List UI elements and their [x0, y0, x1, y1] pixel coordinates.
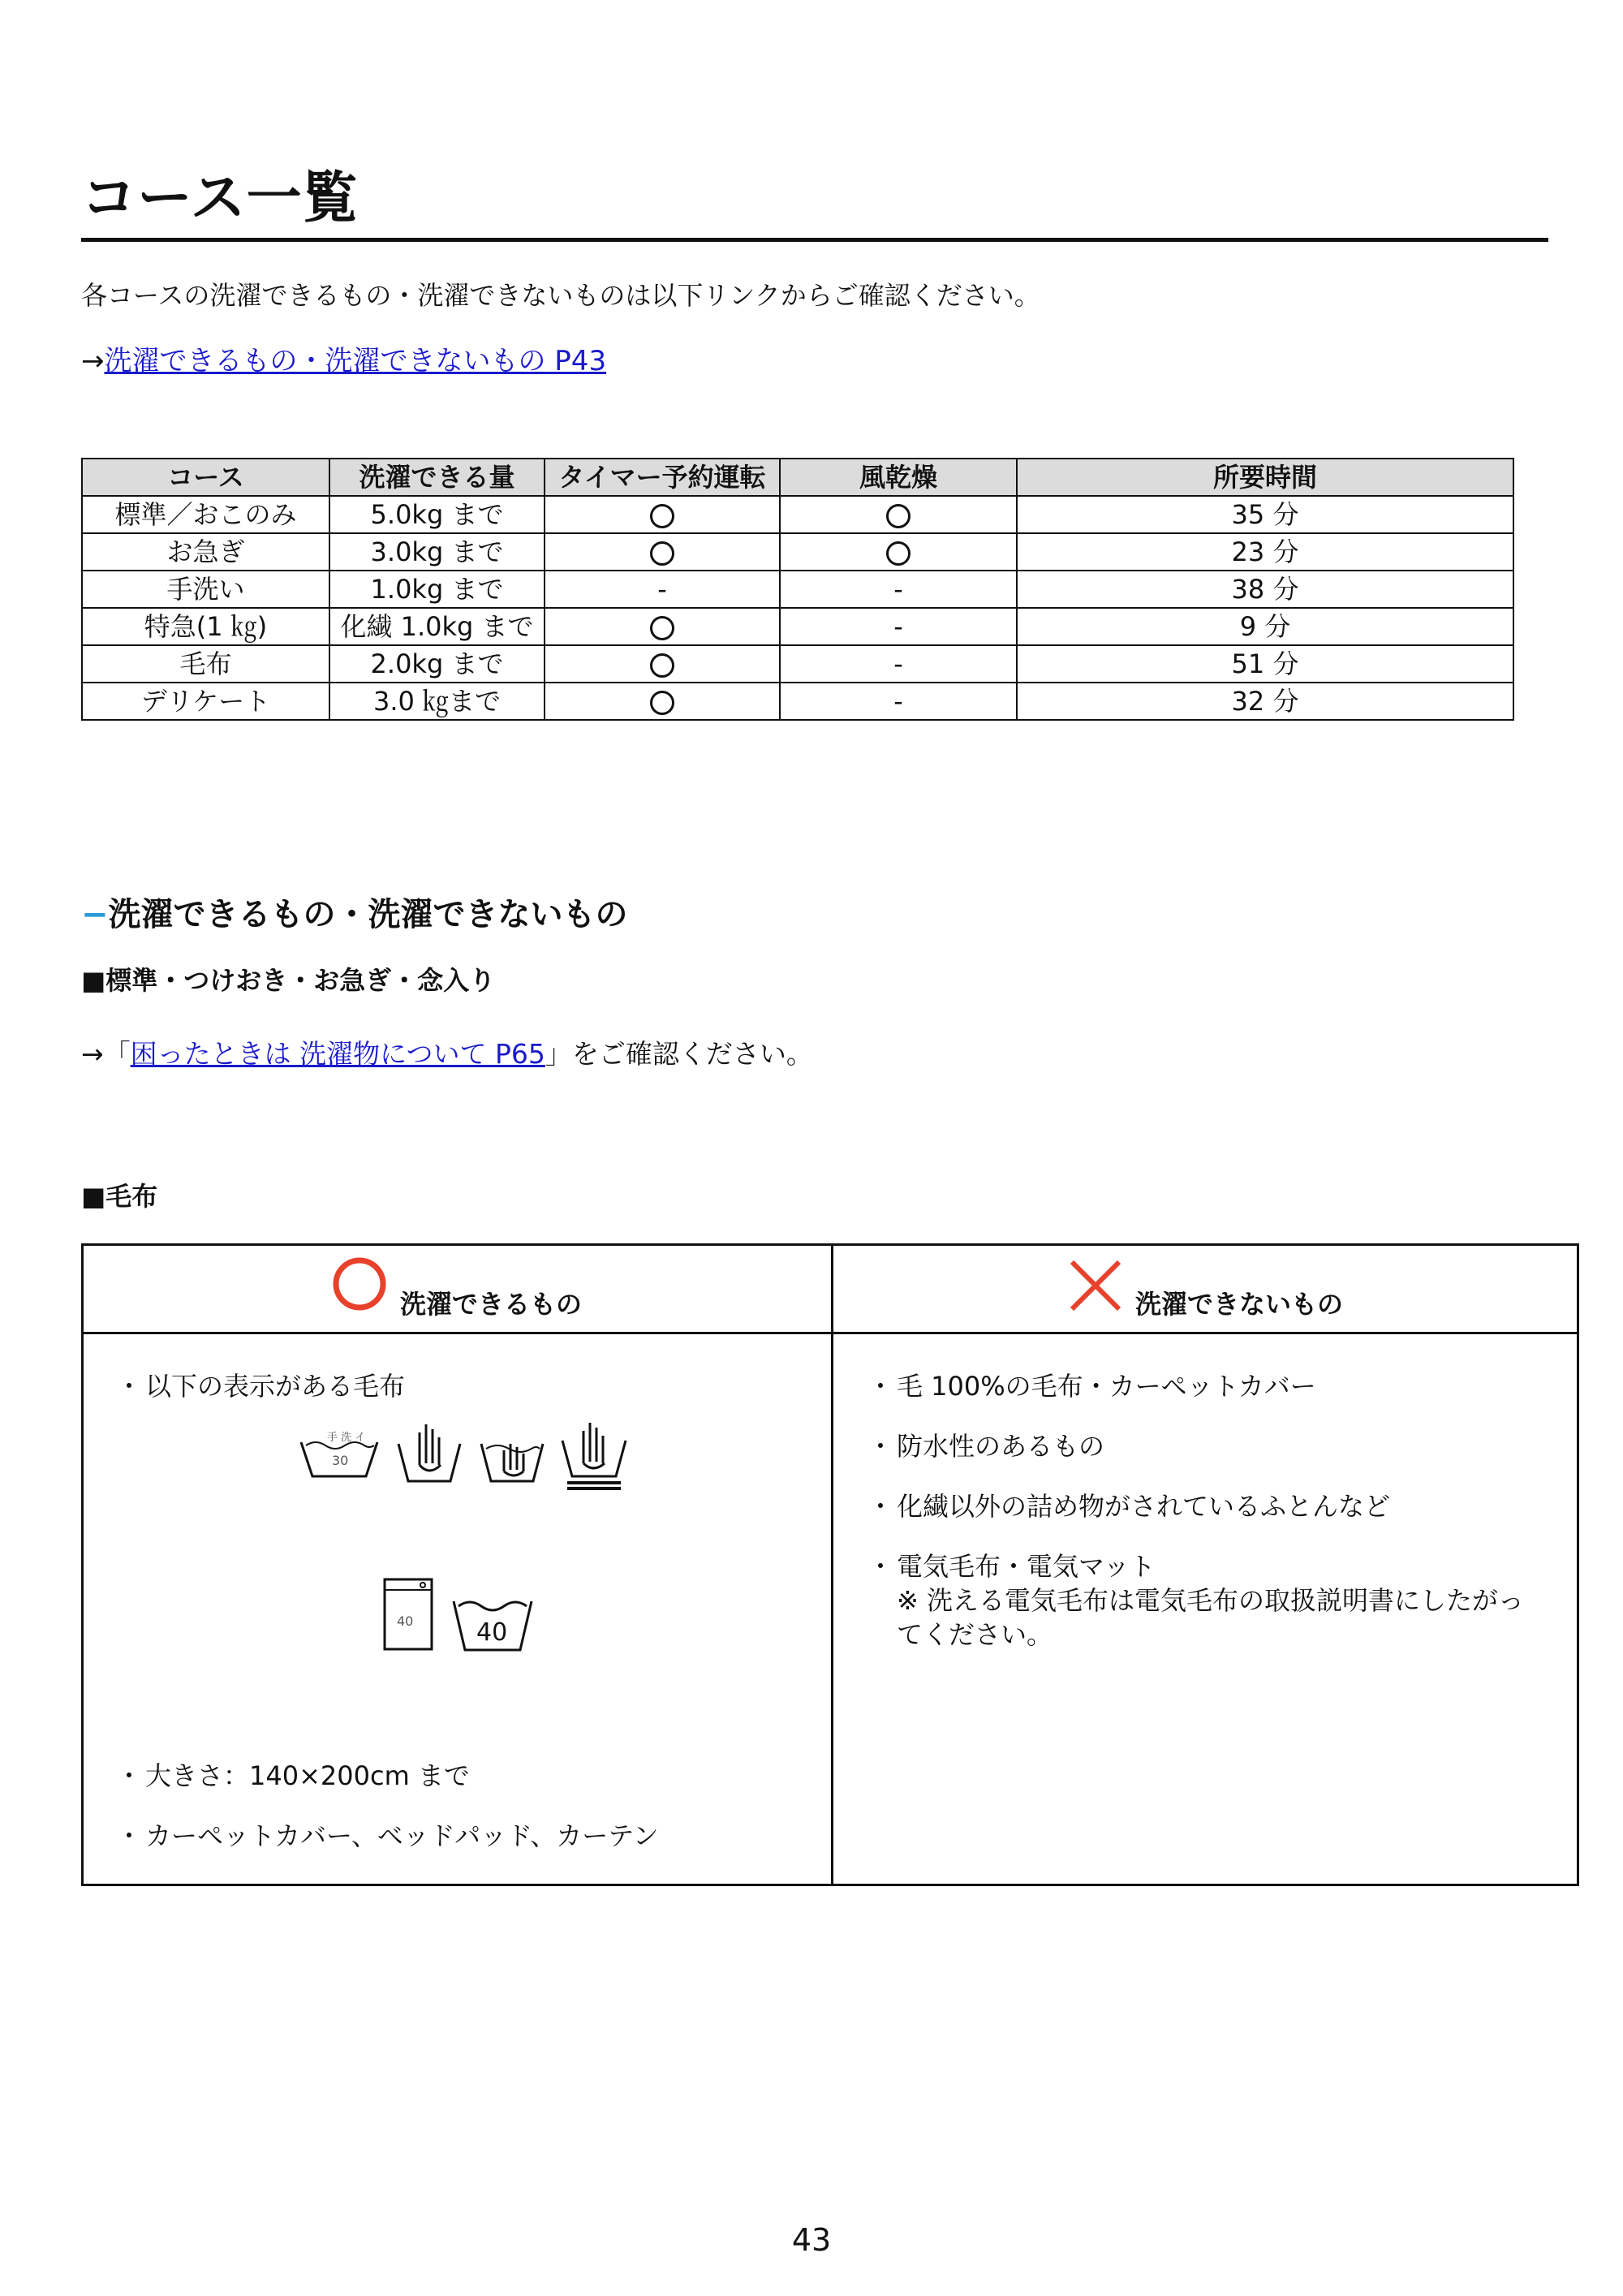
page-title: コース一覧	[81, 166, 1548, 242]
header-amount: 洗濯できる量	[329, 459, 545, 496]
washing-machine-40-icon	[382, 1577, 434, 1652]
ok-item-2-text: 大きさ：140×200cm まで	[145, 1760, 470, 1791]
ok-item-2	[116, 1759, 470, 1793]
ok-header	[84, 1246, 831, 1332]
sub-heading-blanket: ■毛布	[81, 1181, 158, 1212]
page-number: 43	[791, 2222, 832, 2258]
table-row	[82, 683, 1513, 720]
course-table	[81, 458, 1514, 721]
link-prefix: →	[81, 345, 105, 377]
ng-item-4	[867, 1549, 1565, 1652]
cell-time: 38 分	[1017, 571, 1513, 608]
cell-dry: -	[780, 608, 1017, 645]
cell-course: 標準／おこのみ	[82, 496, 329, 533]
ng-item-2-text: 防水性のあるもの	[897, 1431, 1105, 1462]
ok-item-3-text: カーペットカバー、ベッドパッド、カーテン	[145, 1820, 659, 1851]
basin-temp: 40	[476, 1618, 508, 1647]
section-heading-text: 洗濯できるもの・洗濯できないもの	[108, 896, 628, 933]
header-time: 所要時間	[1017, 459, 1513, 496]
bullet-dot: ・	[867, 1491, 894, 1522]
ok-label: 洗濯できるもの	[400, 1289, 583, 1320]
cell-timer: -	[545, 571, 780, 608]
header-dry: 風乾燥	[780, 459, 1017, 496]
bullet-dot: ・	[867, 1431, 894, 1462]
handwash-hand-icon	[395, 1416, 463, 1484]
cell-time: 32 分	[1017, 683, 1513, 720]
ng-item-4-line-1: 電気毛布・電気マット	[897, 1551, 1156, 1582]
table-row	[82, 571, 1513, 608]
sub-heading-standard: ■標準・つけおき・お急ぎ・念入り	[81, 965, 496, 996]
handwash-label: 手 洗 イ	[327, 1432, 366, 1444]
bullet-dot: ・	[867, 1371, 894, 1402]
ng-item-2	[867, 1429, 1104, 1463]
section-dash: −	[81, 896, 109, 933]
basin-wash-40-icon	[450, 1587, 535, 1653]
header-timer: タイマー予約運転	[545, 459, 780, 496]
handwash-temp: 30	[332, 1453, 349, 1468]
link-line-2	[81, 1036, 813, 1073]
link2-prefix: →「	[81, 1038, 131, 1070]
circle-mark-icon	[886, 541, 911, 566]
row-divider	[84, 1332, 1577, 1334]
cell-course: 毛布	[82, 645, 329, 683]
circle-mark-icon	[650, 691, 674, 715]
cell-amount: 3.0 ㎏まで	[329, 683, 545, 720]
cell-dry	[780, 496, 1017, 533]
cell-amount: 化繊 1.0kg まで	[329, 608, 545, 645]
ng-item-1-text: 毛 100%の毛布・カーペットカバー	[897, 1371, 1316, 1402]
circle-mark-icon	[886, 504, 911, 528]
cell-timer	[545, 608, 780, 645]
circle-mark-icon	[650, 504, 674, 528]
ng-item-4-line-3: てください。	[897, 1619, 1053, 1650]
ok-item-1-text: 以下の表示がある毛布	[145, 1371, 406, 1402]
washable-table	[81, 1243, 1579, 1886]
machine-temp: 40	[397, 1613, 414, 1629]
cell-amount: 5.0kg まで	[329, 496, 545, 533]
ng-item-3-text: 化繊以外の詰め物がされているふとんなど	[897, 1491, 1391, 1522]
handwash-30-icon	[298, 1428, 381, 1483]
cell-course: デリケート	[82, 683, 329, 720]
table-row	[82, 496, 1513, 533]
link-washable-items[interactable]: 洗濯できるもの・洗濯できないもの P43	[104, 345, 607, 377]
table-row	[82, 645, 1513, 683]
cell-time: 35 分	[1017, 496, 1513, 533]
cell-dry: -	[780, 683, 1017, 720]
cell-dry: -	[780, 645, 1017, 683]
table-row	[82, 608, 1513, 645]
circle-ok-icon	[331, 1256, 388, 1312]
cell-amount: 2.0kg まで	[329, 645, 545, 683]
handwash-hand-underline-icon	[559, 1416, 629, 1491]
cell-time: 9 分	[1017, 608, 1513, 645]
cell-amount: 3.0kg まで	[329, 533, 545, 571]
table-row	[82, 533, 1513, 571]
handwash-gentle-icon	[478, 1426, 546, 1484]
link-trouble-laundry[interactable]: 困ったときは 洗濯物について P65	[130, 1038, 545, 1070]
cell-dry	[780, 533, 1017, 571]
cell-course: 手洗い	[82, 571, 329, 608]
table-header-row	[82, 459, 1513, 496]
cell-timer	[545, 683, 780, 720]
ok-item-1	[116, 1369, 405, 1403]
bullet-dot: ・	[116, 1820, 143, 1851]
header-course: コース	[82, 459, 329, 496]
column-divider	[831, 1246, 833, 1884]
ok-item-3	[116, 1819, 659, 1853]
bullet-dot: ・	[867, 1551, 894, 1582]
cell-course: 特急(1 ㎏)	[82, 608, 329, 645]
cell-amount: 1.0kg まで	[329, 571, 545, 608]
cross-ng-icon	[1067, 1257, 1124, 1314]
bullet-dot: ・	[116, 1760, 143, 1791]
cell-course: お急ぎ	[82, 533, 329, 571]
ng-header	[833, 1246, 1579, 1332]
link2-suffix: 」をご確認ください。	[545, 1038, 813, 1070]
section-heading	[81, 894, 628, 935]
circle-mark-icon	[650, 616, 674, 640]
ng-label: 洗濯できないもの	[1135, 1289, 1344, 1320]
bullet-dot: ・	[116, 1371, 143, 1402]
intro-text: 各コースの洗濯できるもの・洗濯できないものは以下リンクからご確認ください。	[81, 280, 1040, 311]
cell-timer	[545, 496, 780, 533]
circle-mark-icon	[650, 653, 674, 678]
link-line-1	[81, 342, 606, 380]
cell-timer	[545, 533, 780, 571]
cell-time: 23 分	[1017, 533, 1513, 571]
ng-item-4-line-2: ※ 洗える電気毛布は電気毛布の取扱説明書にしたがっ	[897, 1585, 1524, 1616]
ng-item-3	[867, 1489, 1390, 1523]
cell-timer	[545, 645, 780, 683]
circle-mark-icon	[650, 541, 674, 566]
ng-item-1	[867, 1369, 1316, 1403]
cell-dry: -	[780, 571, 1017, 608]
cell-time: 51 分	[1017, 645, 1513, 683]
